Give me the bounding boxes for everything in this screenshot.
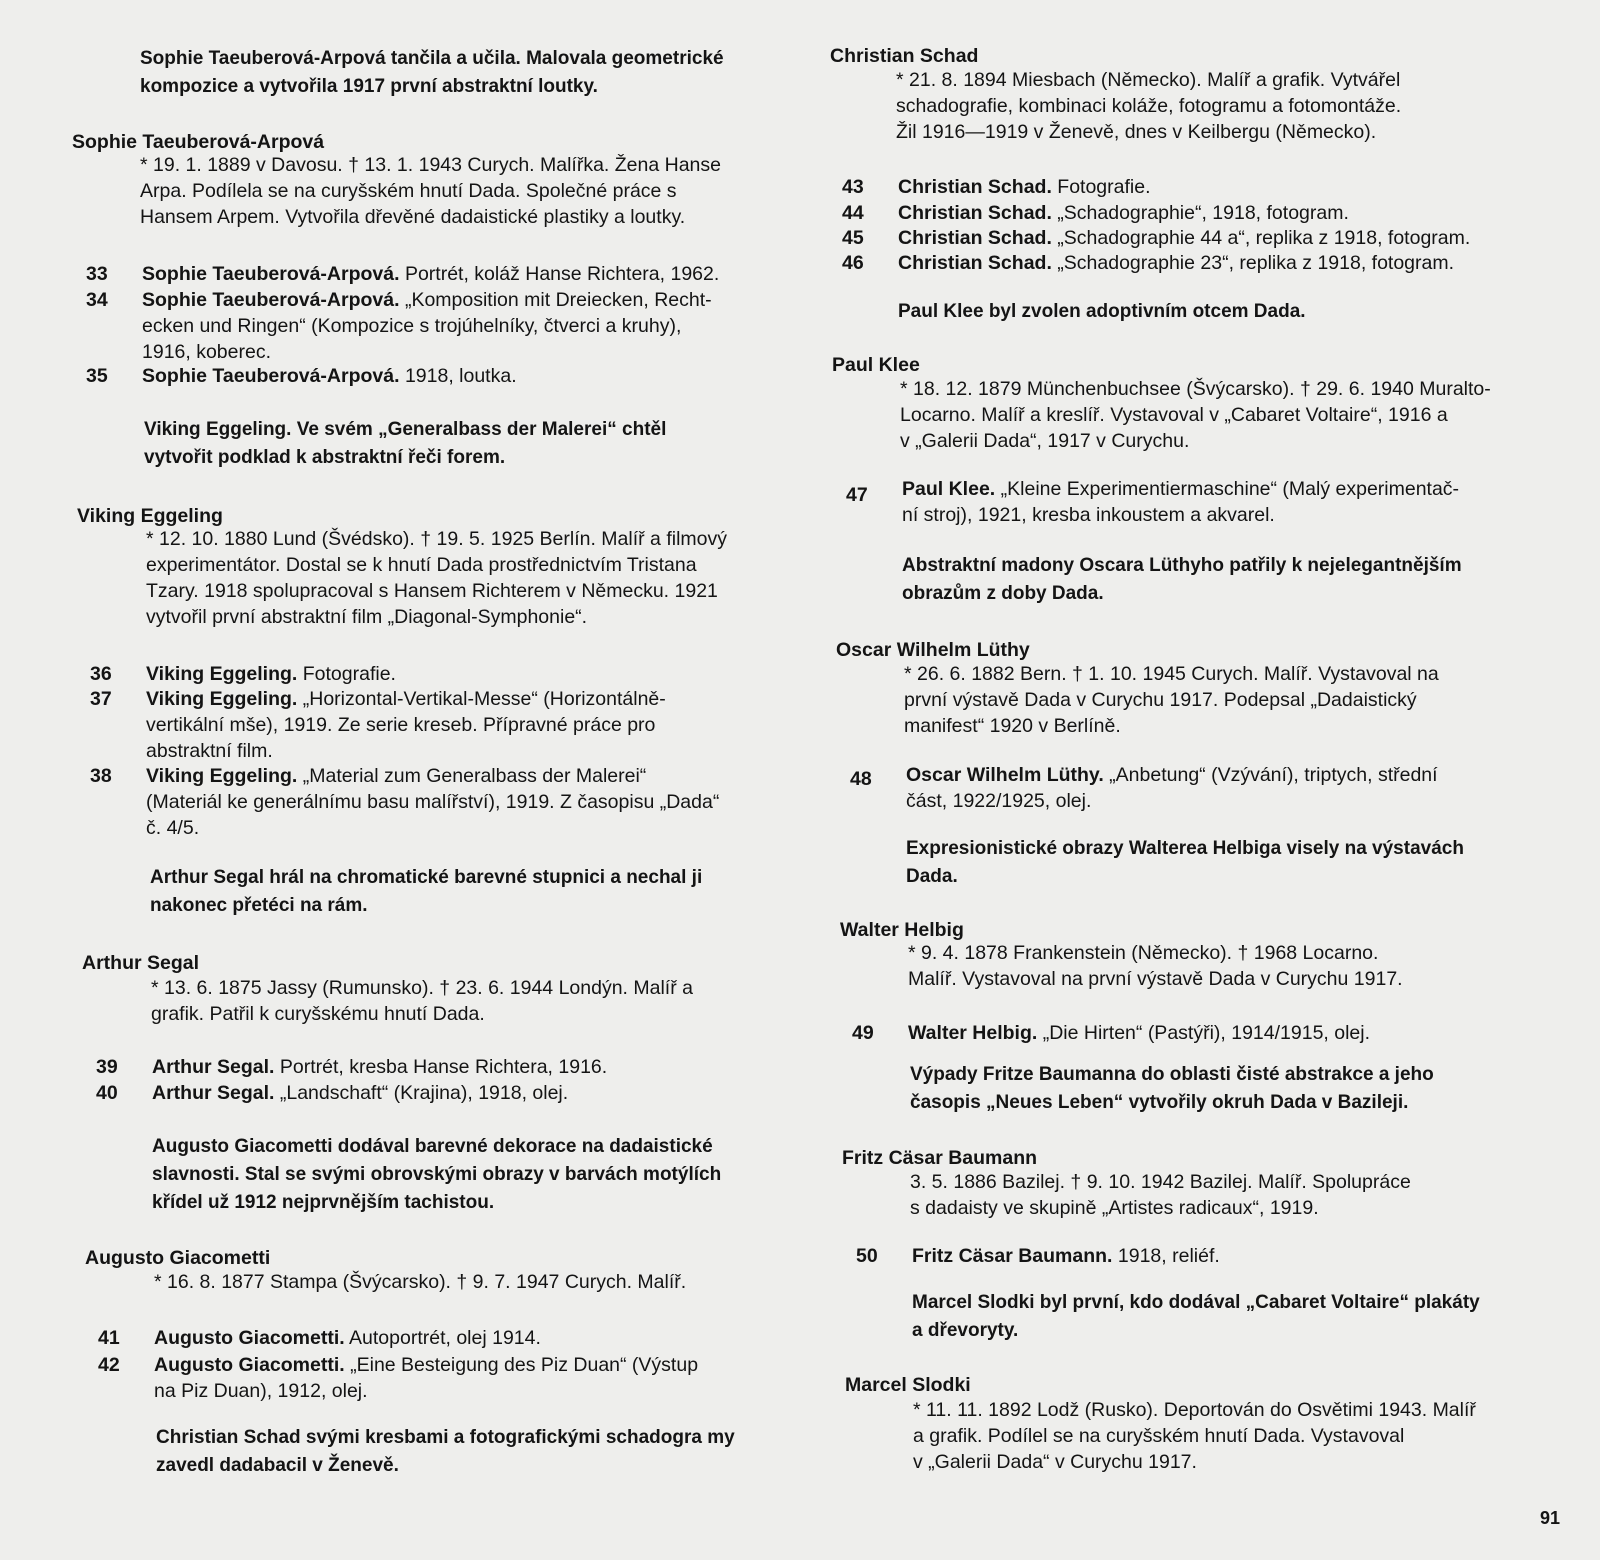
item-46: Christian Schad. „Schadographie 23“, replika z 1918, fotogram. xyxy=(898,252,1455,274)
item-43: Christian Schad. Fotografie. xyxy=(898,176,1151,198)
item-number: 44 xyxy=(842,202,864,224)
item-38: Viking Eggeling. „Material zum Generalbass der Malerei“ (Materiál ke generálnímu basu malířství), 1919. Z časopisu „Dada“ č. 4/5. xyxy=(146,765,720,839)
bio-slodki: * 11. 11. 1892 Lodž (Rusko). Deportován do Osvětimi 1943. Malíř a grafik. Podílel se na curyšském hnutí Dada. Vystavoval v „Galerii Dada“ v Curychu 1917. xyxy=(913,1399,1476,1473)
caption-luthy: Abstraktní madony Oscara Lüthyho patřily k nejelegantnějším obrazům z doby Dada. xyxy=(902,555,1462,604)
caption-helbig: Expresionistické obrazy Walterea Helbiga visely na výstavách Dada. xyxy=(906,838,1464,887)
caption-schad: Christian Schad svými kresbami a fotografickými schadogra my zavedl dadabacil v Ženevě. xyxy=(156,1427,735,1476)
item-number: 43 xyxy=(842,176,864,198)
item-number: 45 xyxy=(842,227,864,249)
item-37: Viking Eggeling. „Horizontal-Vertikal-Messe“ (Horizontálně- vertikální mše), 1919. Ze serie kreseb. Přípravné práce pro abstraktní film. xyxy=(146,688,666,762)
item-49: Walter Helbig. „Die Hirten“ (Pastýři), 1914/1915, olej. xyxy=(908,1022,1371,1044)
item-48: Oscar Wilhelm Lüthy. „Anbetung“ (Vzývání), triptych, střední část, 1922/1925, olej. xyxy=(906,764,1438,812)
bio-segal: * 13. 6. 1875 Jassy (Rumunsko). † 23. 6. 1944 Londýn. Malíř a grafik. Patřil k curyšskému hnutí Dada. xyxy=(151,977,693,1025)
item-number: 49 xyxy=(852,1022,874,1044)
item-number: 47 xyxy=(846,484,868,506)
item-35: Sophie Taeuberová-Arpová. 1918, loutka. xyxy=(142,365,517,387)
bio-taeuber: * 19. 1. 1889 v Davosu. † 13. 1. 1943 Curych. Malířka. Žena Hanse Arpa. Podílela se na curyšském hnutí Dada. Společné práce s Hansem Arpem. Vytvořila dřevěné dadaistické plastiky a loutky. xyxy=(140,154,721,228)
caption-giacometti: Augusto Giacometti dodával barevné dekorace na dadaistické slavnosti. Stal se svými obrovskými obrazy v barvách motýlích křídel už 1912 nejprvnějším tachistou. xyxy=(152,1136,722,1213)
heading-luthy: Oscar Wilhelm Lüthy xyxy=(836,639,1030,661)
caption-segal: Arthur Segal hrál na chromatické barevné stupnici a nechal ji nakonec přetéci na rám. xyxy=(150,867,703,916)
item-45: Christian Schad. „Schadographie 44 a“, replika z 1918, fotogram. xyxy=(898,227,1471,249)
caption-eggeling: Viking Eggeling. Ve svém „Generalbass der Malerei“ chtěl vytvořit podklad k abstraktní řeči forem. xyxy=(144,419,667,468)
item-33: Sophie Taeuberová-Arpová. Portrét, koláž Hanse Richtera, 1962. xyxy=(142,263,720,285)
item-number: 41 xyxy=(98,1327,120,1349)
item-number: 42 xyxy=(98,1354,120,1376)
item-41: Augusto Giacometti. Autoportrét, olej 1914. xyxy=(154,1327,541,1349)
heading-helbig: Walter Helbig xyxy=(840,919,964,941)
item-number: 48 xyxy=(850,768,872,790)
bio-helbig: * 9. 4. 1878 Frankenstein (Německo). † 1968 Locarno. Malíř. Vystavoval na první výstavě Dada v Curychu 1917. xyxy=(908,942,1403,990)
item-number: 36 xyxy=(90,663,112,685)
item-number: 46 xyxy=(842,252,864,274)
item-number: 50 xyxy=(856,1245,878,1267)
bio-eggeling: * 12. 10. 1880 Lund (Švédsko). † 19. 5. 1925 Berlín. Malíř a filmový experimentátor. Dostal se k hnutí Dada prostřednictvím Tristana Tzary. 1918 spolupracoval s Hansem Richterem v Německu. 1921 vytvořil první abstraktní film „Diagonal-Symphonie“. xyxy=(146,528,727,628)
heading-giacometti: Augusto Giacometti xyxy=(85,1247,271,1269)
heading-taeuber: Sophie Taeuberová-Arpová xyxy=(72,131,325,153)
page-number: 91 xyxy=(1540,1508,1561,1528)
item-number: 37 xyxy=(90,688,112,710)
item-47: Paul Klee. „Kleine Experimentiermaschine“ (Malý experimentač- ní stroj), 1921, kresba inkoustem a akvarel. xyxy=(902,478,1460,526)
caption-klee: Paul Klee byl zvolen adoptivním otcem Dada. xyxy=(898,301,1306,322)
item-number: 33 xyxy=(86,263,108,285)
item-34: Sophie Taeuberová-Arpová. „Komposition mit Dreiecken, Recht- ecken und Ringen“ (Kompozice s trojúhelníky, čtverci a kruhy), 1916, koberec. xyxy=(142,289,712,363)
item-36: Viking Eggeling. Fotografie. xyxy=(146,663,396,685)
item-44: Christian Schad. „Schadographie“, 1918, fotogram. xyxy=(898,202,1349,224)
item-42: Augusto Giacometti. „Eine Besteigung des Piz Duan“ (Výstup na Piz Duan), 1912, olej. xyxy=(154,1354,699,1402)
bio-baumann: 3. 5. 1886 Bazilej. † 9. 10. 1942 Bazilej. Malíř. Spolupráce s dadaisty ve skupině „Artistes radicaux“, 1919. xyxy=(910,1171,1411,1219)
item-number: 39 xyxy=(96,1056,118,1078)
heading-schad: Christian Schad xyxy=(830,45,979,67)
heading-segal: Arthur Segal xyxy=(82,952,200,974)
heading-klee: Paul Klee xyxy=(832,354,920,376)
item-number: 35 xyxy=(86,365,108,387)
item-40: Arthur Segal. „Landschaft“ (Krajina), 1918, olej. xyxy=(152,1082,569,1104)
item-39: Arthur Segal. Portrét, kresba Hanse Richtera, 1916. xyxy=(152,1056,608,1078)
heading-baumann: Fritz Cäsar Baumann xyxy=(842,1147,1038,1169)
heading-slodki: Marcel Slodki xyxy=(845,1374,971,1396)
heading-eggeling: Viking Eggeling xyxy=(77,505,223,527)
bio-luthy: * 26. 6. 1882 Bern. † 1. 10. 1945 Curych. Malíř. Vystavoval na první výstavě Dada v Curychu 1917. Podepsal „Dadaistický manifest“ 1920 v Berlíně. xyxy=(904,663,1439,737)
bio-schad: * 21. 8. 1894 Miesbach (Německo). Malíř a grafik. Vytvářel schadografie, kombinaci koláže, fotogramu a fotomontáže. Žil 1916—1919 v Ženevě, dnes v Keilbergu (Německo). xyxy=(896,69,1402,143)
bio-klee: * 18. 12. 1879 Münchenbuchsee (Švýcarsko). † 29. 6. 1940 Muralto- Locarno. Malíř a kreslíř. Vystavoval v „Cabaret Voltaire“, 1916 a v „Galerii Dada“, 1917 v Curychu. xyxy=(900,378,1491,452)
item-number: 38 xyxy=(90,765,112,787)
item-number: 40 xyxy=(96,1082,118,1104)
item-number: 34 xyxy=(86,289,108,311)
caption-taeuber: Sophie Taeuberová-Arpová tančila a učila. Malovala geometrické kompozice a vytvořila 1917 první abstraktní loutky. xyxy=(140,48,724,97)
bio-giacometti: * 16. 8. 1877 Stampa (Švýcarsko). † 9. 7. 1947 Curych. Malíř. xyxy=(154,1271,687,1293)
item-50: Fritz Cäsar Baumann. 1918, reliéf. xyxy=(912,1245,1220,1267)
caption-slodki: Marcel Slodki byl první, kdo dodával „Cabaret Voltaire“ plakáty a dřevoryty. xyxy=(912,1292,1480,1341)
caption-baumann: Výpady Fritze Baumanna do oblasti čisté abstrakce a jeho časopis „Neues Leben“ vytvořily okruh Dada v Bazileji. xyxy=(910,1064,1434,1113)
